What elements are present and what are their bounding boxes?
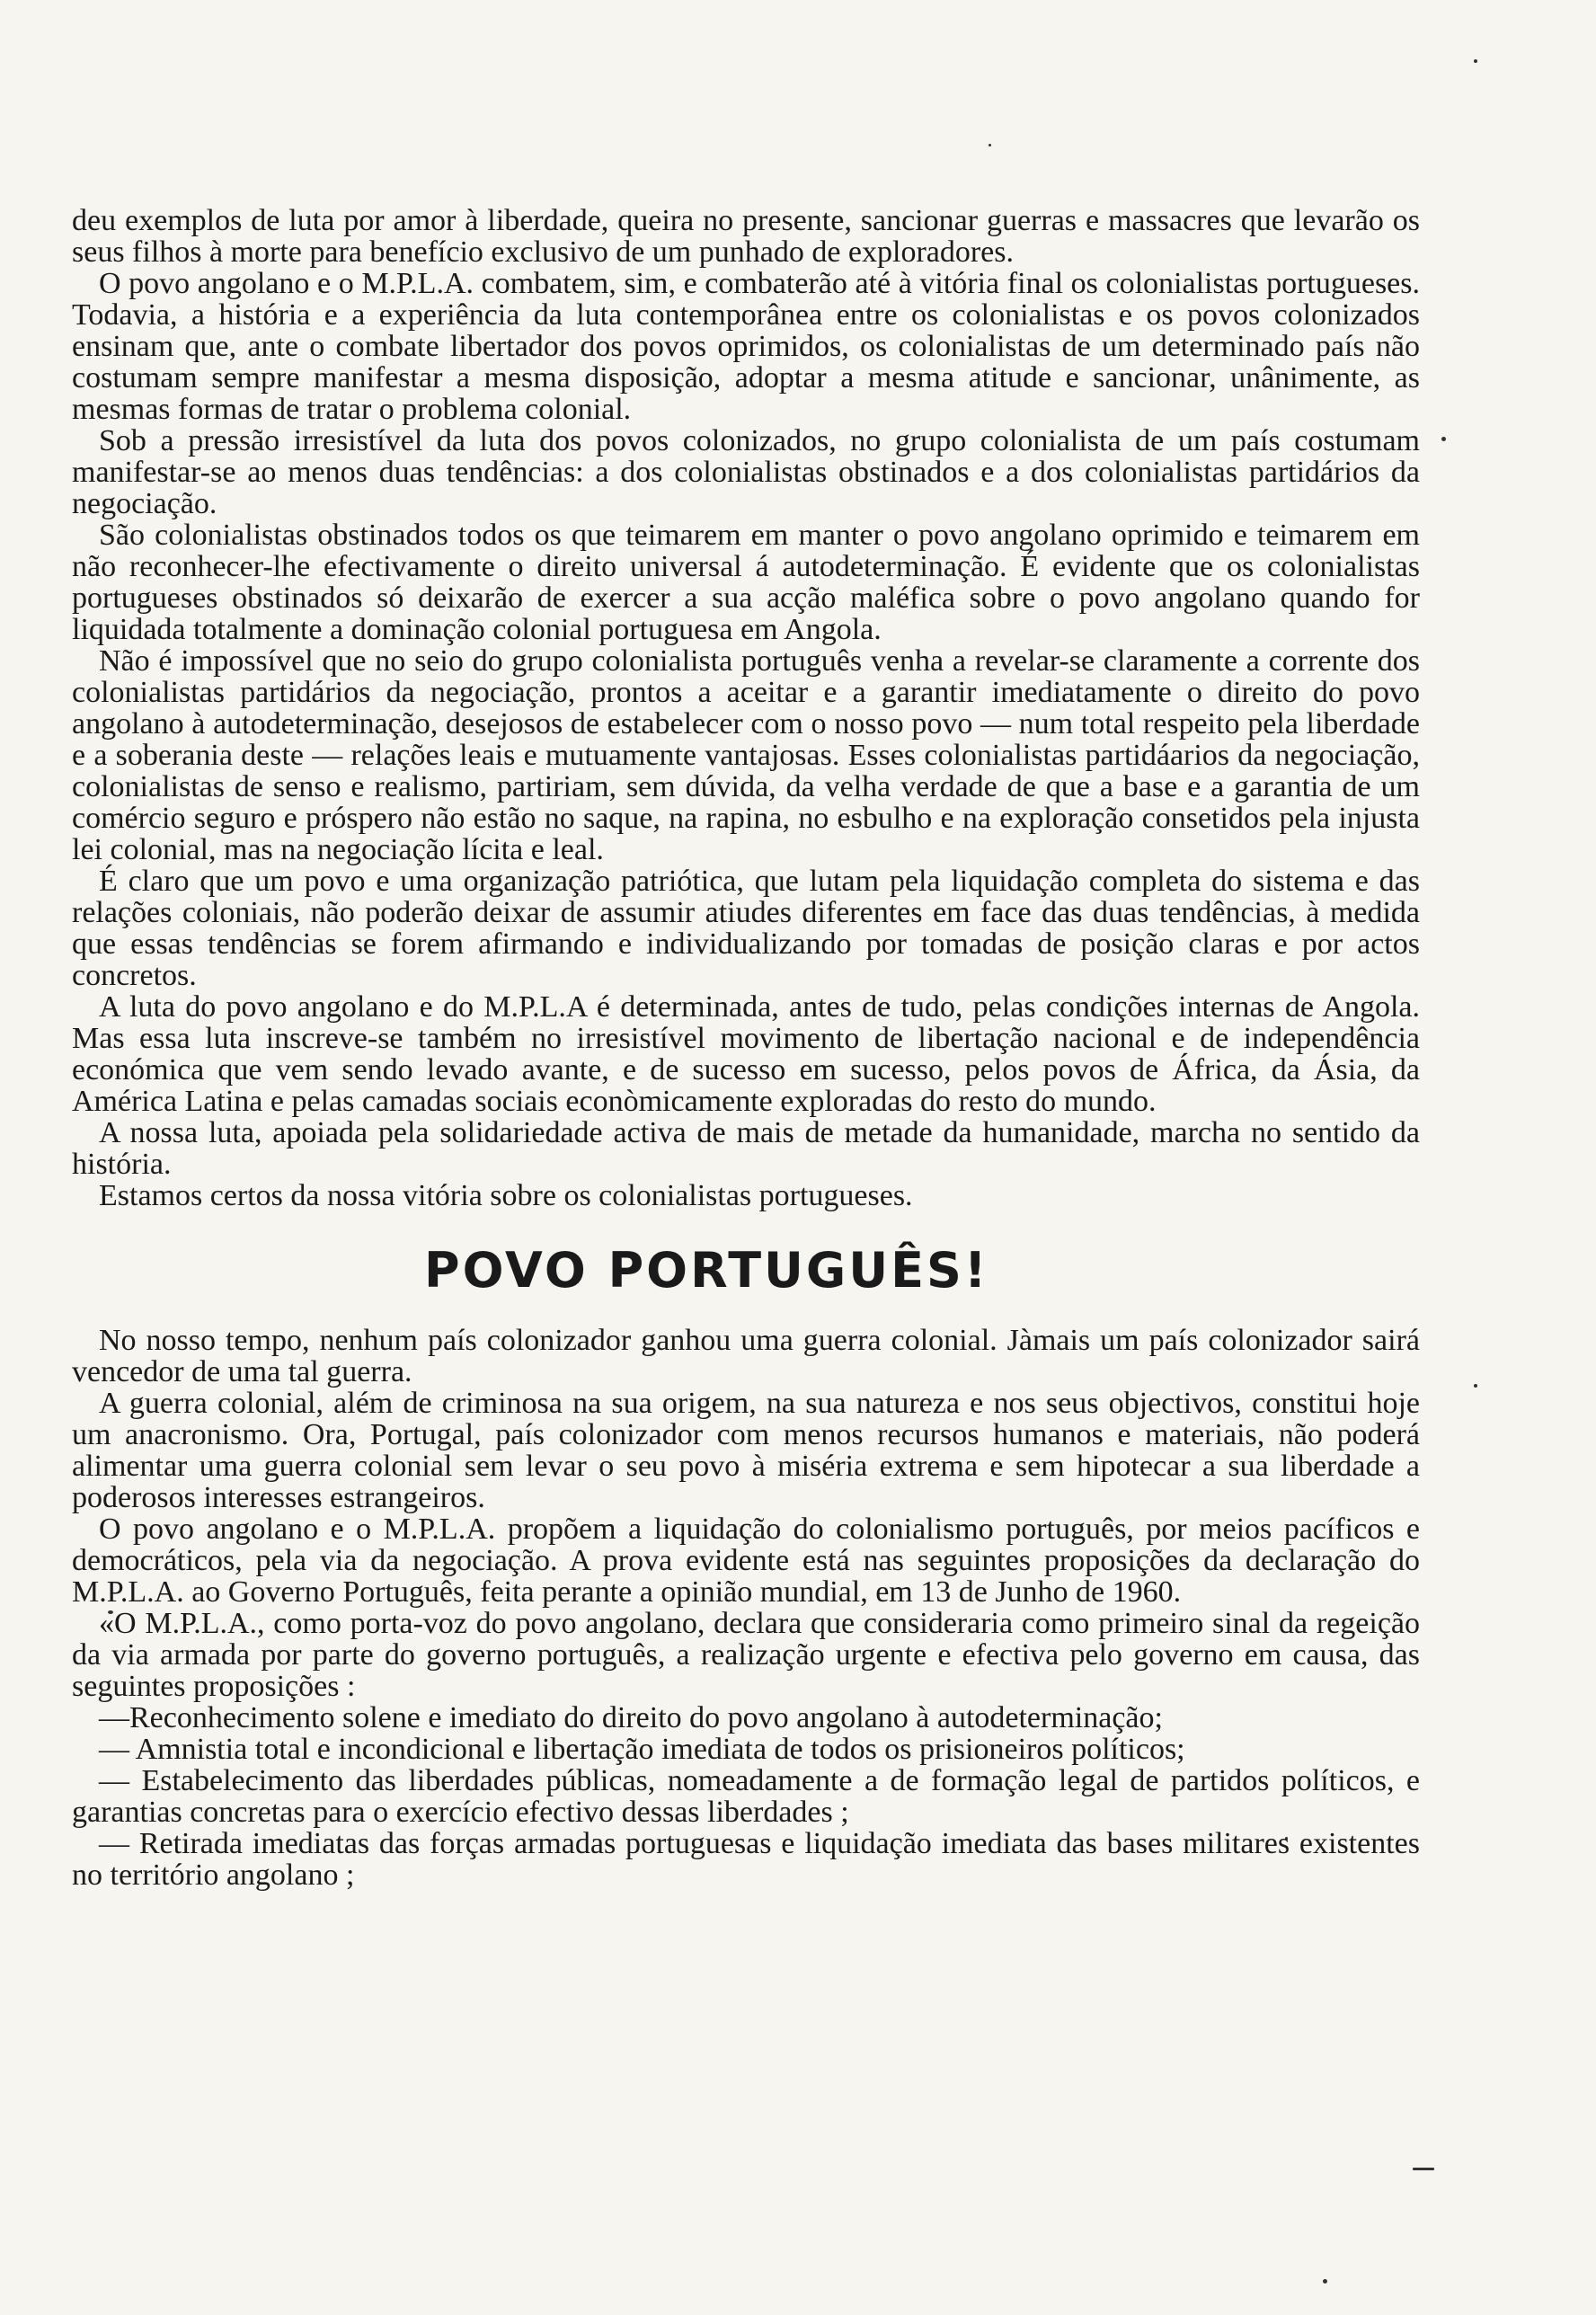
list-item: — Retirada imediatas das forças armadas portuguesas e liquidação imediata das bases militares existentes no território angolano ; — [72, 1827, 1420, 1892]
list-item: — Estabelecimento das liberdades públicas, nomeadamente a de formação legal de partidos políticos, e garantias concretas para o exercício efectivo dessas liberdades ; — [72, 1764, 1420, 1829]
paragraph: A luta do povo angolano e do M.P.L.A é determinada, antes de tudo, pelas condições internas de Angola. Mas essa luta inscreve-se também no irresistível movimento de libertação nacional e de independência económica que vem sendo levado avante, e de sucesso em sucesso, pelos povos de África, da Ásia, da América Latina e pelas camadas sociais econòmicamente exploradas do resto do mundo. — [72, 990, 1420, 1118]
section-colonial-tendencies — [72, 205, 1420, 1211]
paragraph: Sob a pressão irresistível da luta dos povos colonizados, no grupo colonialista de um país costumam manifestar-se ao menos duas tendências: a dos colonialistas obstinados e a dos colonialistas partidários da negociação. — [72, 424, 1420, 520]
list-item: — Amnistia total e incondicional e libertação imediata de todos os prisioneiros políticos; — [99, 1733, 1185, 1766]
paragraph: «O M.P.L.A., como porta-voz do povo angolano, declara que consideraria como primeiro sinal da regeição da via armada por parte do governo português, a realização urgente e efectiva pelo governo em causa, das seguintes proposições : — [72, 1607, 1420, 1703]
paragraph: São colonialistas obstinados todos os que teimarem em manter o povo angolano oprimido e teimarem em não reconhecer-lhe efectivamente o direito universal á autodeterminação. É evidente que os colonialistas portugueses obstinados só deixarão de exercer a sua acção maléfica sobre o povo angolano quando for liquidada totalmente a dominação colonial portuguesa em Angola. — [72, 519, 1420, 646]
section-povo-portugues — [72, 1325, 1420, 1891]
proposition-list — [72, 1702, 1420, 1891]
paragraph: O povo angolano e o M.P.L.A. propõem a liquidação do colonialismo português, por meios pacíficos e democráticos, pela via da negociação. A prova evidente está nas seguintes proposições da declaração do M.P.L.A. ao Governo Português, feita perante a opinião mundial, em 13 de Junho de 1960. — [72, 1512, 1420, 1609]
paragraph: No nosso tempo, nenhum país colonizador ganhou uma guerra colonial. Jàmais um país colonizador sairá vencedor de uma tal guerra. — [72, 1324, 1420, 1388]
paragraph: Estamos certos da nossa vitória sobre os colonialistas portugueses. — [99, 1179, 913, 1212]
paragraph: É claro que um povo e uma organização patriótica, que lutam pela liquidação completa do sistema e das relações coloniais, não poderão deixar de assumir atiudes diferentes em face das duas tendências, à medida que essas tendências se forem afirmando e individualizando por tomadas de posição claras e por actos concretos. — [72, 865, 1420, 992]
paragraph: O povo angolano e o M.P.L.A. combatem, sim, e combaterão até à vitória final os colonialistas portugueses. Todavia, a história e a experiência da luta contemporânea entre os colonialistas e os povos colonizados ensinam que, ante o combate libertador dos povos oprimidos, os colonialistas de um determinado país não costumam sempre manifestar a mesma disposição, adoptar a mesma atitude e sancionar, unânimente, as mesmas formas de tratar o problema colonial. — [72, 267, 1420, 426]
paragraph: A nossa luta, apoiada pela solidariedade activa de mais de metade da humanidade, marcha no sentido da história. — [72, 1116, 1420, 1181]
paragraph: Não é impossível que no seio do grupo colonialista português venha a revelar-se claramente a corrente dos colonialistas partidários da negociação, prontos a aceitar e a garantir imediatamente o direito do povo angolano à autodeterminação, desejosos de estabelecer com o nosso povo — num total respeito pela liberdade e a soberania deste — relações leais e mutuamente vantajosas. Esses colonialistas partidáarios da negociação, colonialistas de senso e realismo, partiriam, sem dúvida, da velha verdade de que a base e a garantia de um comércio seguro e próspero não estão no saque, na rapina, no esbulho e na exploração consetidos pela injusta lei colonial, mas na negociação lícita e leal. — [72, 644, 1420, 866]
list-item: —Reconhecimento solene e imediato do direito do povo angolano à autodeterminação; — [99, 1701, 1163, 1734]
paragraph: deu exemplos de luta por amor à liberdade, queira no presente, sancionar guerras e massacres que levarão os seus filhos à morte para benefício exclusivo de um punhado de exploradores. — [72, 204, 1420, 269]
paragraph: A guerra colonial, além de criminosa na sua origem, na sua natureza e nos seus objectivos, constitui hoje um anacronismo. Ora, Portugal, país colonizador com menos recursos humanos e materiais, não poderá alimentar uma guerra colonial sem levar o seu povo à miséria extrema e sem hipotecar a sua liberdade a poderosos interesses estrangeiros. — [72, 1387, 1420, 1514]
document-page — [72, 205, 1420, 1891]
section-heading: POVO PORTUGUÊS! — [424, 1242, 989, 1299]
